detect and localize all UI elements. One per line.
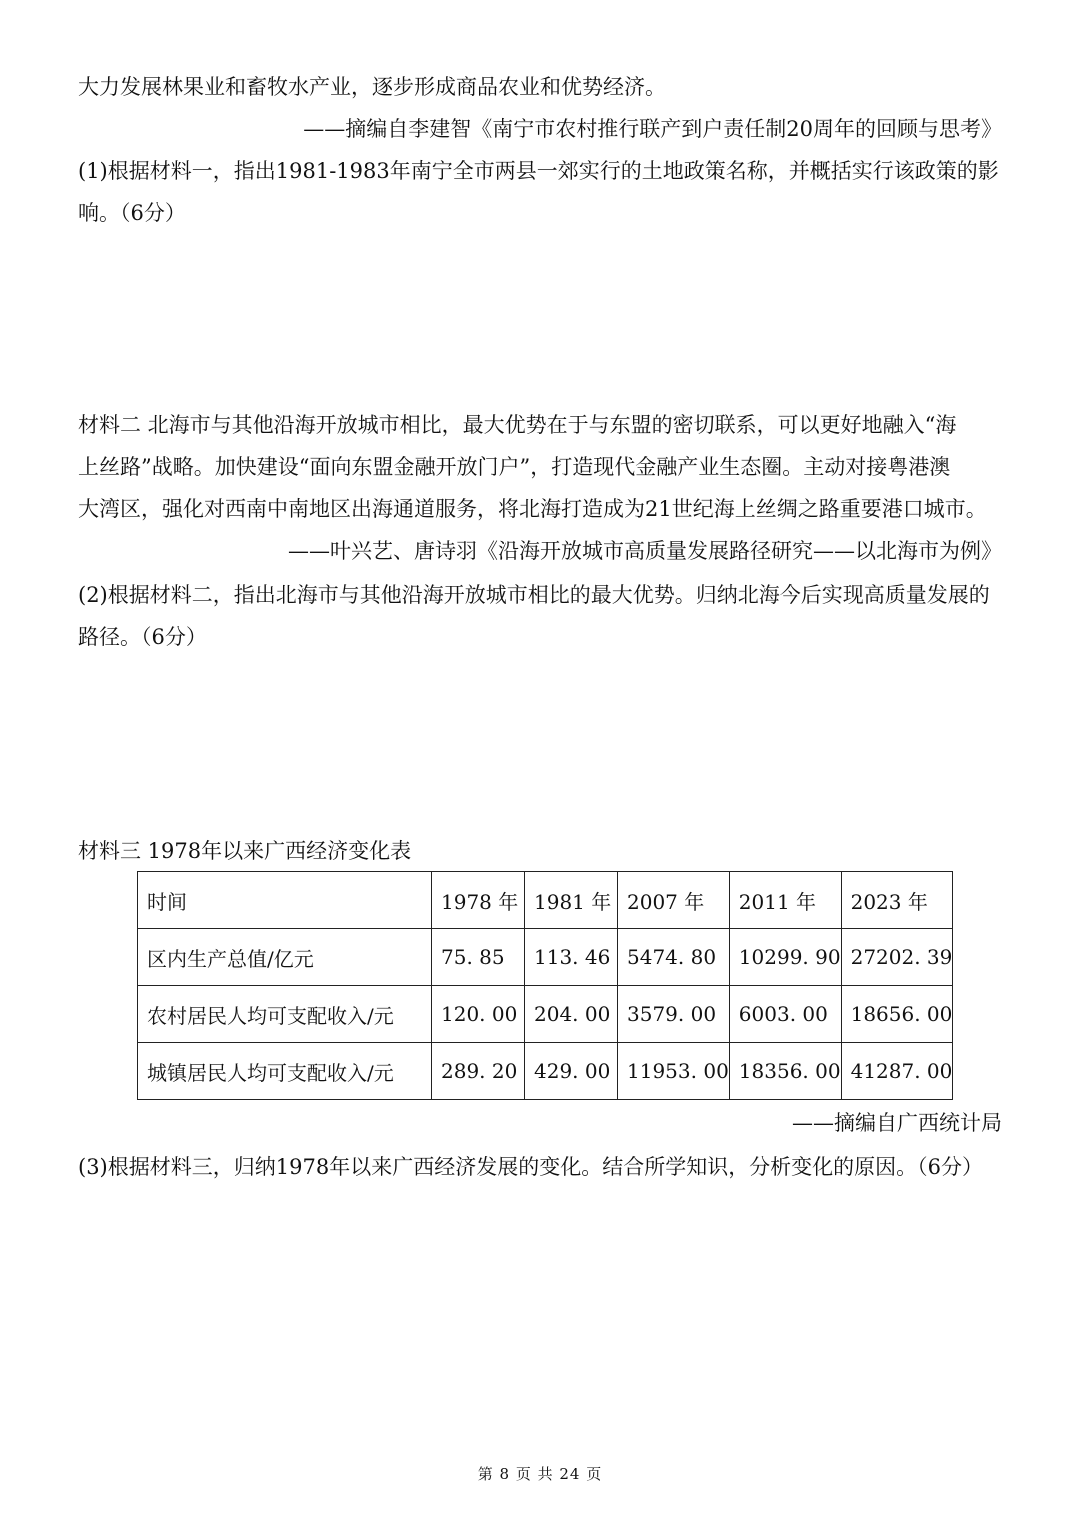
material1-tail-text: 大力发展林果业和畜牧水产业，逐步形成商品农业和优势经济。: [78, 75, 666, 99]
table-header-cell: 2023 年: [841, 872, 953, 929]
table-cell: 6003. 00: [729, 986, 841, 1043]
table-cell: 区内生产总值/亿元: [138, 929, 432, 986]
table-cell: 18356. 00: [729, 1043, 841, 1100]
table-header-cell: 2011 年: [729, 872, 841, 929]
table-row: [138, 1043, 953, 1100]
question1-line2: 响。（6分）: [78, 201, 186, 225]
table-cell: 11953. 00: [618, 1043, 730, 1100]
material3-source: ——摘编自广西统计局: [792, 1111, 1002, 1135]
table-cell: 120. 00: [432, 986, 525, 1043]
table-header-cell: 1978 年: [432, 872, 525, 929]
material2-line2: 上丝路”战略。加快建设“面向东盟金融开放门户”，打造现代金融产业生态圈。主动对接粤港澳: [78, 455, 951, 479]
table-cell: 10299. 90: [729, 929, 841, 986]
table-row: [138, 929, 953, 986]
page-number: 第 8 页 共 24 页: [477, 1465, 603, 1483]
table-cell: 41287. 00: [841, 1043, 953, 1100]
material2-source: ——叶兴艺、唐诗羽《沿海开放城市高质量发展路径研究——以北海市为例》: [288, 539, 1002, 563]
table-cell: 289. 20: [432, 1043, 525, 1100]
question1-line1: (1)根据材料一，指出1981-1983年南宁全市两县一郊实行的土地政策名称，并概括实行该政策的影: [78, 159, 999, 183]
material2-line1: 材料二 北海市与其他沿海开放城市相比，最大优势在于与东盟的密切联系，可以更好地融入“海: [78, 413, 957, 437]
table-cell: 5474. 80: [618, 929, 730, 986]
table-header-row: [138, 872, 953, 929]
table-cell: 3579. 00: [618, 986, 730, 1043]
table-cell: 城镇居民人均可支配收入/元: [138, 1043, 432, 1100]
table-row: [138, 986, 953, 1043]
material3-title: 材料三 1978年以来广西经济变化表: [78, 839, 412, 863]
table-cell: 113. 46: [525, 929, 618, 986]
question2-line2: 路径。（6分）: [78, 625, 207, 649]
material1-source: ——摘编自李建智《南宁市农村推行联产到户责任制20周年的回顾与思考》: [303, 117, 1002, 141]
table-header-cell: 2007 年: [618, 872, 730, 929]
table-cell: 204. 00: [525, 986, 618, 1043]
table-cell: 27202. 39: [841, 929, 953, 986]
economy-table: [137, 871, 953, 1100]
table-cell: 18656. 00: [841, 986, 953, 1043]
table-cell: 429. 00: [525, 1043, 618, 1100]
table-header-cell: 时间: [138, 872, 432, 929]
question3-line1: (3)根据材料三，归纳1978年以来广西经济发展的变化。结合所学知识，分析变化的原因。（6分）: [78, 1155, 984, 1179]
material2-line3: 大湾区，强化对西南中南地区出海通道服务，将北海打造成为21世纪海上丝绸之路重要港口城市。: [78, 497, 987, 521]
table-header-cell: 1981 年: [525, 872, 618, 929]
table-cell: 75. 85: [432, 929, 525, 986]
question2-line1: (2)根据材料二，指出北海市与其他沿海开放城市相比的最大优势。归纳北海今后实现高质量发展的: [78, 583, 990, 607]
table-cell: 农村居民人均可支配收入/元: [138, 986, 432, 1043]
